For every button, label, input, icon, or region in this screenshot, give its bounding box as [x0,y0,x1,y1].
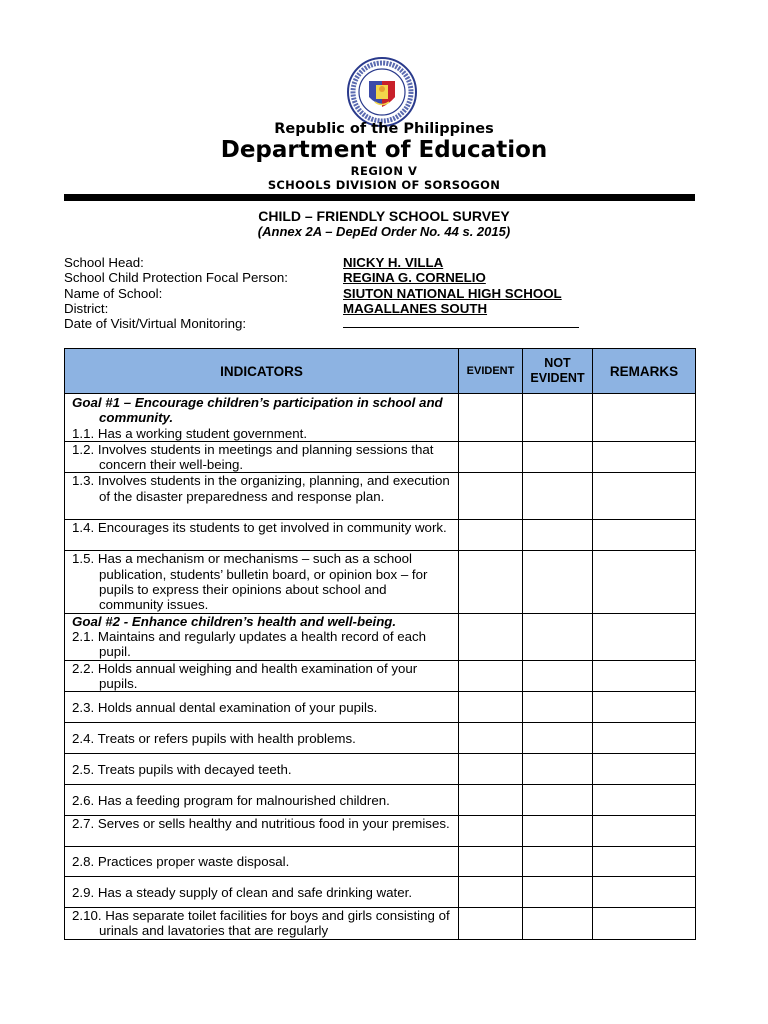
header-indicators: INDICATORS [65,349,459,394]
visit-date-label: Date of Visit/Virtual Monitoring: [64,316,247,332]
not-evident-cell[interactable] [523,785,593,816]
goal-1-text: Encourage children’s participation in school and community. [99,395,443,426]
district-label: District: [64,300,109,316]
header-divider [64,194,695,201]
not-evident-cell[interactable] [523,754,593,785]
evident-cell[interactable] [459,551,523,613]
header-remarks: REMARKS [593,349,696,394]
not-evident-cell[interactable] [523,847,593,877]
evident-cell[interactable] [459,613,523,660]
survey-table [64,348,696,940]
evident-cell[interactable] [459,877,523,908]
visit-date-blank-line[interactable] [343,327,579,328]
remarks-cell[interactable] [593,613,696,660]
focal-person-label: School Child Protection Focal Person: [64,270,288,286]
table-row [65,473,696,520]
not-evident-cell[interactable] [523,660,593,692]
indicator-cell [65,908,459,940]
indicator-2-4: 2.4. Treats or refers pupils with health problems. [72,730,356,746]
division-heading: SCHOOLS DIVISION OF SORSOGON [267,178,501,192]
school-name-label: Name of School: [64,285,163,301]
remarks-cell[interactable] [593,754,696,785]
info-row-focal-person [64,270,704,285]
indicator-cell [65,394,459,442]
not-evident-cell[interactable] [523,816,593,847]
table-row [65,692,696,723]
goal-2-heading [65,614,458,629]
evident-cell[interactable] [459,473,523,520]
indicator-cell [65,692,459,723]
not-evident-cell[interactable] [523,551,593,613]
not-evident-cell[interactable] [523,441,593,473]
evident-cell[interactable] [459,441,523,473]
indicator-cell [65,847,459,877]
department-heading: Department of Education [220,137,548,163]
header-not-evident-line1: NOT [544,356,571,370]
table-row [65,847,696,877]
survey-subtitle: (Annex 2A – DepEd Order No. 44 s. 2015) [257,224,511,239]
indicator-cell [65,441,459,473]
indicator-2-7: 2.7. Serves or sells healthy and nutritious food in your premises. [72,816,450,832]
indicator-2-1: 2.1. Maintains and regularly updates a health record of each pupil. [72,628,427,660]
remarks-cell[interactable] [593,723,696,754]
info-row-school-name [64,286,704,301]
evident-cell[interactable] [459,816,523,847]
evident-cell[interactable] [459,723,523,754]
indicator-cell [65,551,459,613]
indicator-cell [65,754,459,785]
info-row-visit-date [64,316,704,331]
table-row [65,660,696,692]
table-row [65,551,696,613]
survey-title: CHILD – FRIENDLY SCHOOL SURVEY [258,208,510,224]
goal-1-prefix: Goal #1 – [72,395,135,410]
indicator-1-3: 1.3. Involves students in the organizing, planning, and execution of the disaster preparedness and response plan. [72,473,450,504]
indicator-1-1: 1.1. Has a working student government. [72,425,308,441]
indicator-cell [65,785,459,816]
header-not-evident-line2: EVIDENT [530,371,585,385]
table-row [65,877,696,908]
school-info [64,255,704,331]
evident-cell[interactable] [459,394,523,442]
remarks-cell[interactable] [593,877,696,908]
table-row [65,785,696,816]
remarks-cell[interactable] [593,473,696,520]
evident-cell[interactable] [459,847,523,877]
indicator-cell [65,723,459,754]
header-not-evident [523,349,593,394]
remarks-cell[interactable] [593,692,696,723]
indicator-cell [65,613,459,660]
school-head-label: School Head: [64,255,144,270]
info-row-district [64,301,704,316]
evident-cell[interactable] [459,754,523,785]
not-evident-cell[interactable] [523,908,593,940]
table-row [65,908,696,940]
evident-cell[interactable] [459,785,523,816]
evident-cell[interactable] [459,660,523,692]
info-row-school-head [64,255,704,270]
header-evident: EVIDENT [459,349,523,394]
remarks-cell[interactable] [593,520,696,551]
not-evident-cell[interactable] [523,613,593,660]
indicator-cell [65,660,459,692]
goal-2-text: Enhance children’s health and well-being. [131,613,397,629]
goal-1-heading [65,395,458,426]
not-evident-cell[interactable] [523,723,593,754]
indicator-2-6: 2.6. Has a feeding program for malnourished children. [72,792,390,808]
remarks-cell[interactable] [593,908,696,940]
table-row [65,520,696,551]
indicator-2-10: 2.10. Has separate toilet facilities for boys and girls consisting of urinals and lavatories that are regularly [72,908,450,939]
focal-person-value: REGINA G. CORNELIO [343,270,486,286]
table-row [65,754,696,785]
evident-cell[interactable] [459,692,523,723]
indicator-cell [65,877,459,908]
not-evident-cell[interactable] [523,877,593,908]
indicator-1-4: 1.4. Encourages its students to get involved in community work. [72,520,447,536]
remarks-cell[interactable] [593,551,696,613]
indicator-cell [65,816,459,847]
remarks-cell[interactable] [593,847,696,877]
school-name-value: SIUTON NATIONAL HIGH SCHOOL [343,285,562,301]
indicator-2-9: 2.9. Has a steady supply of clean and safe drinking water. [72,884,413,900]
table-header-row [65,349,696,394]
evident-cell[interactable] [459,908,523,940]
remarks-cell[interactable] [593,441,696,473]
school-head-value: NICKY H. VILLA [343,255,444,270]
not-evident-cell[interactable] [523,394,593,442]
republic-heading: Republic of the Philippines [274,121,494,137]
indicator-cell [65,520,459,551]
indicator-2-3: 2.3. Holds annual dental examination of your pupils. [72,699,378,715]
table-row [65,613,696,660]
indicator-2-5: 2.5. Treats pupils with decayed teeth. [72,761,292,777]
indicator-1-2: 1.2. Involves students in meetings and planning sessions that concern their well-being. [72,441,434,473]
indicator-1-5: 1.5. Has a mechanism or mechanisms – such as a school publication, students’ bulletin board, or opinion box – for pupils to express their opinions about school and community issues. [72,551,428,613]
remarks-cell[interactable] [593,816,696,847]
deped-seal-logo [345,57,419,127]
evident-cell[interactable] [459,520,523,551]
table-row [65,816,696,847]
remarks-cell[interactable] [593,660,696,692]
table-row [65,723,696,754]
region-heading: REGION V [350,164,418,178]
not-evident-cell[interactable] [523,520,593,551]
district-value: MAGALLANES SOUTH [343,300,488,316]
not-evident-cell[interactable] [523,692,593,723]
indicator-2-8: 2.8. Practices proper waste disposal. [72,854,290,869]
remarks-cell[interactable] [593,394,696,442]
indicator-cell [65,473,459,520]
remarks-cell[interactable] [593,785,696,816]
indicator-2-2: 2.2. Holds annual weighing and health examination of your pupils. [72,660,418,691]
not-evident-cell[interactable] [523,473,593,520]
goal-2-prefix: Goal #2 - [72,613,132,629]
table-row [65,441,696,473]
table-row [65,394,696,442]
